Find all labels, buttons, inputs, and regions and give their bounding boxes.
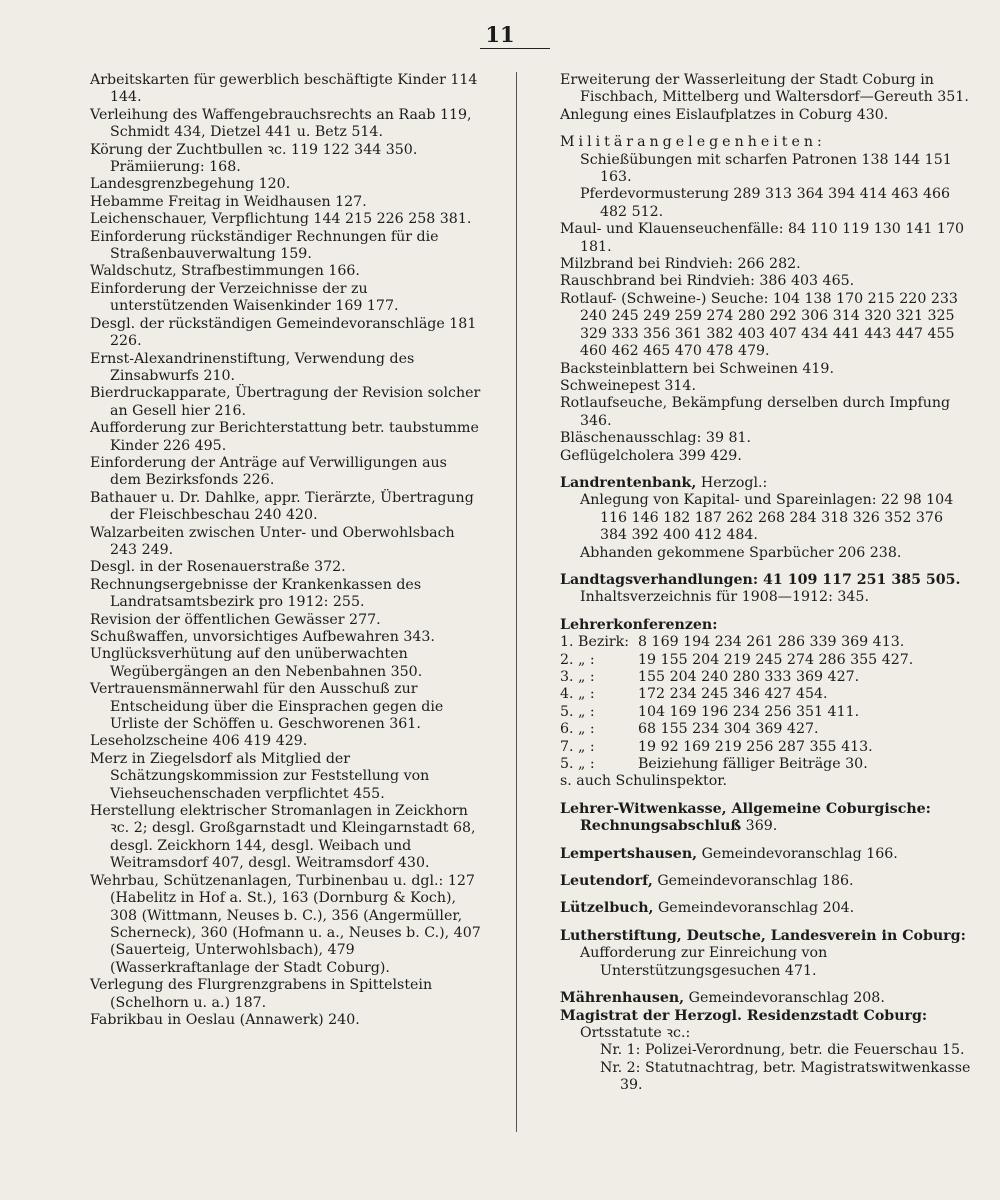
row-label: 2. „ : <box>560 651 595 668</box>
index-subentry: Aufforderung zur Einreichung von Unterstützungsgesuchen 471. <box>580 945 828 979</box>
entry-keyword: Lützelbuch, <box>560 900 654 917</box>
index-subentry: Anlegung von Kapital- und Spareinlagen: 22 98 104 116 146 182 187 262 268 284 318 326 352 376 384 392 400 412 484. <box>580 492 954 544</box>
entry-keyword: Lutherstiftung, Deutsche, Landesverein in Coburg: <box>560 927 966 944</box>
index-entry-landrentenbank <box>560 475 972 492</box>
index-entry: Geflügelcholera 399 429. <box>560 447 742 464</box>
header-rule <box>480 48 550 49</box>
entry-keyword: Magistrat der Herzogl. Residenzstadt Coburg: <box>560 1007 928 1024</box>
entry-text: Gemeindevoranschlag 186. <box>652 873 854 890</box>
index-entry: Vertrauensmännerwahl für den Ausschuß zur Entscheidung über die Einsprachen gegen die Urliste der Schöffen u. Geschworenen 361. <box>90 681 444 733</box>
section-heading-lehrerkonferenzen <box>560 617 972 634</box>
entry-text: Gemeindevoranschlag 166. <box>697 845 898 862</box>
row-text: 155 204 240 280 333 369 427. <box>638 669 860 685</box>
index-subentry: Schießübungen mit scharfen Patronen 138 144 151 163. <box>580 151 952 186</box>
conference-row <box>560 721 972 738</box>
index-entry: Backsteinblattern bei Schweinen 419. <box>560 360 834 377</box>
index-entry: Bathauer u. Dr. Dahlke, appr. Tierärzte, Übertragung der Fleischbeschau 240 420. <box>90 489 474 524</box>
index-entry: Bierdruckapparate, Übertragung der Revision solcher an Gesell hier 216. <box>90 385 481 419</box>
index-entry: Körung der Zuchtbullen ꝛc. 119 122 344 350. Prämiierung: 168. <box>90 141 418 176</box>
index-entry: Walzarbeiten zwischen Unter- und Oberwohlsbach 243 249. <box>90 524 455 558</box>
index-subentry: Pferdevormusterung 289 313 364 394 414 463 466 482 512. <box>580 186 951 220</box>
row-label: 3. „ : <box>560 669 595 685</box>
index-entry-landtag <box>560 572 972 589</box>
index-entry: Verlegung des Flurgrenzgrabens in Spittelstein (Schelhorn u. a.) 187. <box>90 977 433 1011</box>
index-subentry: Nr. 2: Statutnachtrag, betr. Magistratswitwenkasse 39. <box>600 1059 971 1094</box>
entry-keyword: Lehrer-Witwenkasse, Allgemeine Coburgische: Rechnungsabschluß <box>560 800 931 835</box>
row-label: 6. „ : <box>560 721 595 738</box>
index-entry: Rotlauf- (Schweine-) Seuche: 104 138 170 215 220 233 240 245 249 259 274 280 292 306 314 320 321 325 329 333 356 361 382 403 407 434 441 443 447 455 460 462 465 470 478 479. <box>560 290 958 360</box>
right-column <box>560 72 972 1095</box>
index-entry: Fabrikbau in Oeslau (Annawerk) 240. <box>90 1011 360 1028</box>
entry-text: 41 109 117 251 385 505. <box>758 571 961 588</box>
conference-row <box>560 756 972 773</box>
entry-keyword: Lempertshausen, <box>560 845 698 862</box>
index-entry: Aufforderung zur Berichterstattung betr. taubstumme Kinder 226 495. <box>90 420 479 454</box>
row-label: 4. „ : <box>560 686 595 703</box>
index-entry: Rechnungsergebnisse der Krankenkassen des Landratsamtsbezirk pro 1912: 255. <box>90 576 422 611</box>
conference-row <box>560 652 972 669</box>
index-entry-lutherstiftung <box>560 928 972 945</box>
row-text: 68 155 234 304 369 427. <box>638 721 819 738</box>
row-text: 19 92 169 219 256 287 355 413. <box>638 738 873 755</box>
conference-row <box>560 669 972 686</box>
index-entry: Schußwaffen, unvorsichtiges Aufbewahren 343. <box>90 629 435 645</box>
index-entry: Rauschbrand bei Rindvieh: 386 403 465. <box>560 273 855 290</box>
index-entry: Arbeitskarten für gewerblich beschäftigte Kinder 114 144. <box>90 72 478 106</box>
entry-keyword: Leutendorf, <box>560 873 653 890</box>
index-entry-leutendorf <box>560 873 972 890</box>
index-subentry: Abhanden gekommene Sparbücher 206 238. <box>580 544 902 561</box>
cross-reference: s. auch Schulinspektor. <box>560 773 727 790</box>
index-entry: Maul- und Klauenseuchenfälle: 84 110 119 130 141 170 181. <box>560 221 964 255</box>
index-entry: Einforderung der Anträge auf Verwilligungen aus dem Bezirksfonds 226. <box>90 454 447 489</box>
page-number: 11 <box>485 22 515 47</box>
index-entry: Einforderung rückständiger Rechnungen für die Straßenbauverwaltung 159. <box>90 228 439 263</box>
index-entry: Schweinepest 314. <box>560 377 696 394</box>
index-subentry: Nr. 1: Polizei-Verordnung, betr. die Feuerschau 15. <box>600 1042 965 1059</box>
index-subentry: Ortsstatute ꝛc.: <box>580 1024 691 1041</box>
index-entry: Revision der öffentlichen Gewässer 277. <box>90 611 381 628</box>
index-entry: Verleihung des Waffengebrauchsrechts an Raab 119, Schmidt 434, Dietzel 441 u. Betz 514. <box>90 106 472 141</box>
row-text: Beiziehung fälliger Beiträge 30. <box>638 756 868 773</box>
conference-row <box>560 739 972 756</box>
conference-row <box>560 634 972 651</box>
column-divider <box>516 72 517 1132</box>
index-entry: Einforderung der Verzeichnisse der zu unterstützenden Waisenkinder 169 177. <box>90 280 399 315</box>
index-subentry: Inhaltsverzeichnis für 1908—1912: 345. <box>580 589 869 606</box>
index-entry: Hebamme Freitag in Weidhausen 127. <box>90 193 367 210</box>
entry-keyword: Mährenhausen, <box>560 990 685 1007</box>
conference-row <box>560 686 972 703</box>
index-entry-magistrat <box>560 1008 972 1025</box>
entry-keyword: Landrentenbank, <box>560 474 697 491</box>
entry-text: Gemeindevoranschlag 208. <box>684 990 885 1007</box>
index-entry: Erweiterung der Wasserleitung der Stadt Coburg in Fischbach, Mittelberg und Waltersdorf—Gereuth 351. <box>560 72 969 106</box>
index-entry: Milzbrand bei Rindvieh: 266 282. <box>560 256 801 273</box>
index-entry: Landesgrenzbegehung 120. <box>90 176 291 193</box>
row-label: 5. „ : <box>560 703 595 720</box>
index-entry: Herstellung elektrischer Stromanlagen in Zeickhorn ꝛc. 2; desgl. Großgarnstadt und Kleingarnstadt 68, desgl. Zeickhorn 144, desgl. Weibach und Weitramsdorf 407, desgl. Weitramsdorf 430. <box>90 803 476 872</box>
row-text: 104 169 196 234 256 351 411. <box>638 703 860 720</box>
index-entry: Leseholzscheine 406 419 429. <box>90 733 308 750</box>
row-label: 5. „ : <box>560 756 595 773</box>
index-entry: Unglücksverhütung auf den unüberwachten Wegübergängen an den Nebenbahnen 350. <box>90 646 423 680</box>
row-text: 172 234 245 346 427 454. <box>638 686 828 703</box>
index-entry-witwenkasse <box>560 801 972 836</box>
entry-keyword: Landtagsverhandlungen: <box>560 571 759 588</box>
index-entry-luetzelbuch <box>560 900 972 917</box>
index-entry: Ernst-Alexandrinenstiftung, Verwendung des Zinsabwurfs 210. <box>90 350 415 384</box>
conference-row <box>560 704 972 721</box>
index-entry: Desgl. in der Rosenauerstraße 372. <box>90 559 346 576</box>
entry-keyword: Lehrerkonferenzen: <box>560 616 718 633</box>
row-label: 1. Bezirk: <box>560 634 630 651</box>
index-entry: Merz in Ziegelsdorf als Mitglied der Schätzungskommission zur Feststellung von Viehseuchenschaden verpflichtet 455. <box>90 750 430 802</box>
row-text: 8 169 194 234 261 286 339 369 413. <box>638 634 905 651</box>
index-entry-maehrenhausen <box>560 990 972 1007</box>
index-entry: Bläschenausschlag: 39 81. <box>560 430 752 447</box>
section-heading-militaer: Militärangelegenheiten: <box>560 134 826 151</box>
entry-text: Gemeindevoranschlag 204. <box>653 900 855 917</box>
row-text: 19 155 204 219 245 274 286 355 427. <box>638 651 914 668</box>
index-entry: Wehrbau, Schützenanlagen, Turbinenbau u. dgl.: 127 (Habelitz in Hof a. St.), 163 (Dornburg & Koch), 308 (Wittmann, Neuses b. C.), 356 (Angermüller, Scherneck), 360 (Hofmann u. a., Neuses b. C.), 407 (Sauerteig, Unterwohlsbach), 479 (Wasserkraftanlage der Stadt Coburg). <box>90 872 481 976</box>
index-entry: Rotlaufseuche, Bekämpfung derselben durch Impfung 346. <box>560 395 951 429</box>
row-label: 7. „ : <box>560 738 595 755</box>
left-column <box>90 72 482 1029</box>
index-entry: Leichenschauer, Verpflichtung 144 215 226 258 381. <box>90 211 472 228</box>
entry-text: 369. <box>741 818 778 835</box>
index-entry-lempertshausen <box>560 846 972 863</box>
index-entry: Waldschutz, Strafbestimmungen 166. <box>90 263 360 280</box>
index-entry: Anlegung eines Eislaufplatzes in Coburg 430. <box>560 106 889 123</box>
index-entry: Desgl. der rückständigen Gemeindevoranschläge 181 226. <box>90 315 477 350</box>
entry-text: Herzogl.: <box>696 474 768 491</box>
